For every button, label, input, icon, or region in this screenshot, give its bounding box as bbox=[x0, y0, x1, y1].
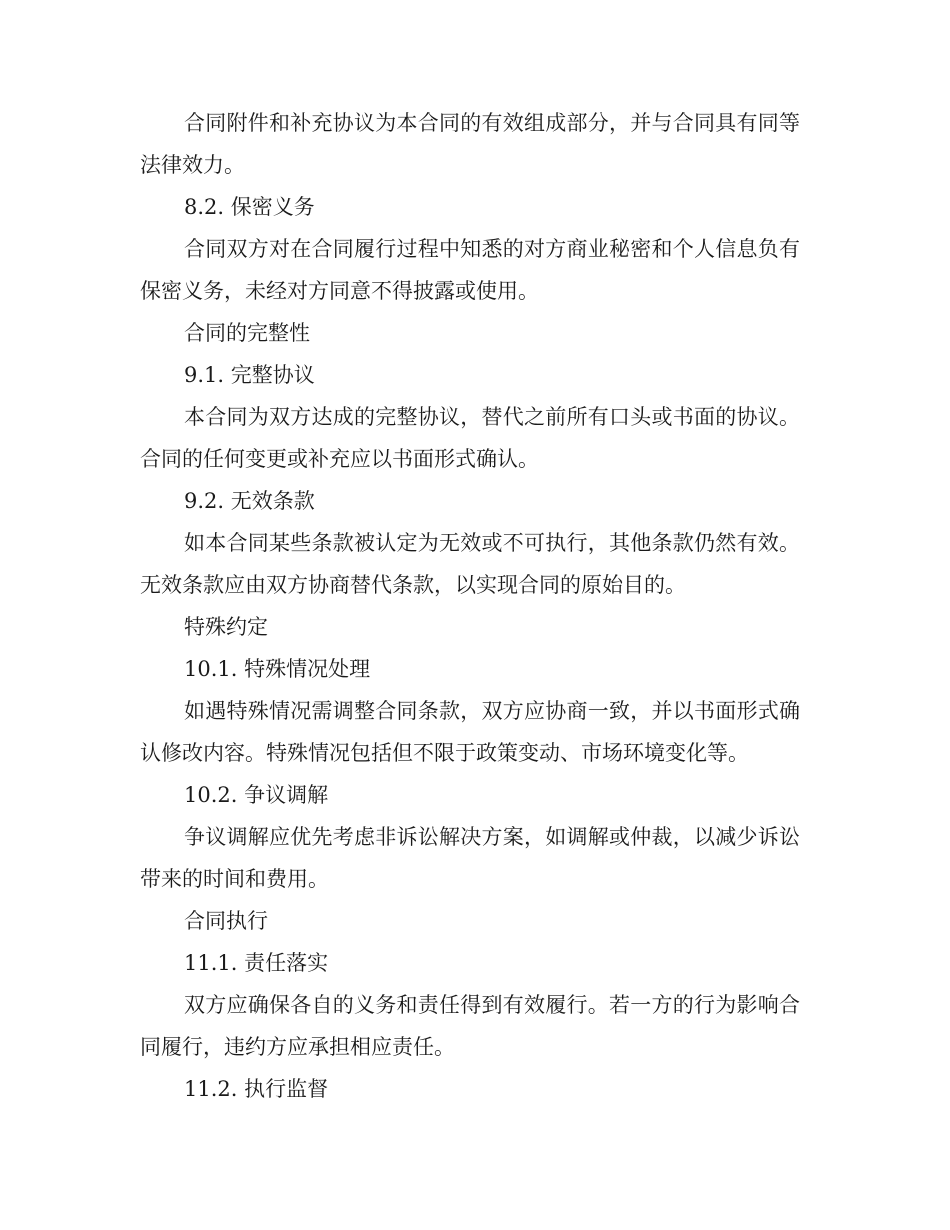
paragraph-dispute-mediation: 争议调解应优先考虑非诉讼解决方案，如调解或仲裁，以减少诉讼带来的时间和费用。 bbox=[140, 825, 800, 891]
section-heading-11-1: 11.1. 责任落实 bbox=[184, 951, 329, 975]
section-heading-11-2: 11.2. 执行监督 bbox=[184, 1077, 329, 1101]
section-heading-9-2: 9.2. 无效条款 bbox=[184, 489, 315, 513]
chapter-heading-integrity: 合同的完整性 bbox=[184, 321, 310, 345]
section-heading-9-1: 9.1. 完整协议 bbox=[184, 363, 315, 387]
chapter-heading-execution: 合同执行 bbox=[184, 909, 268, 933]
paragraph-entire-agreement: 本合同为双方达成的完整协议，替代之前所有口头或书面的协议。合同的任何变更或补充应以书面形式确认。 bbox=[140, 405, 800, 471]
section-heading-8-2: 8.2. 保密义务 bbox=[184, 195, 315, 219]
paragraph-confidentiality: 合同双方对在合同履行过程中知悉的对方商业秘密和个人信息负有保密义务，未经对方同意不得披露或使用。 bbox=[140, 237, 800, 303]
paragraph-responsibility: 双方应确保各自的义务和责任得到有效履行。若一方的行为影响合同履行，违约方应承担相应责任。 bbox=[140, 993, 800, 1059]
paragraph-appendix-validity: 合同附件和补充协议为本合同的有效组成部分，并与合同具有同等法律效力。 bbox=[140, 111, 800, 177]
section-heading-10-1: 10.1. 特殊情况处理 bbox=[184, 657, 371, 681]
document-body bbox=[140, 102, 800, 1110]
chapter-heading-special-terms: 特殊约定 bbox=[184, 615, 268, 639]
section-heading-10-2: 10.2. 争议调解 bbox=[184, 783, 329, 807]
paragraph-special-circumstances: 如遇特殊情况需调整合同条款，双方应协商一致，并以书面形式确认修改内容。特殊情况包括但不限于政策变动、市场环境变化等。 bbox=[140, 699, 800, 765]
paragraph-invalid-clauses: 如本合同某些条款被认定为无效或不可执行，其他条款仍然有效。无效条款应由双方协商替代条款，以实现合同的原始目的。 bbox=[140, 531, 800, 597]
